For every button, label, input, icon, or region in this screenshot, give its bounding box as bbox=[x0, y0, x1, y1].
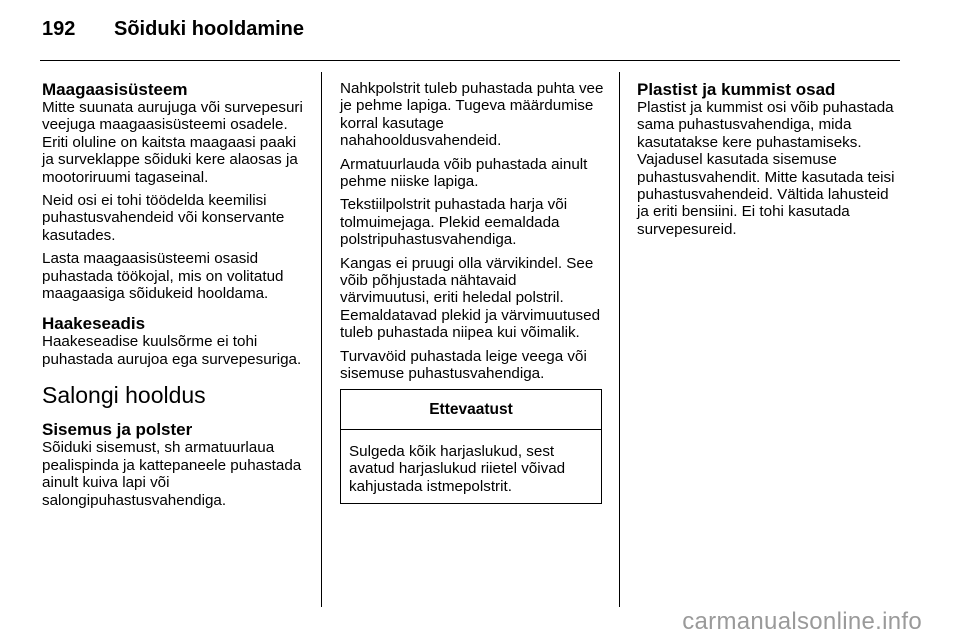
column-2 bbox=[340, 80, 604, 504]
paragraph: Armatuurlauda võib puhastada ainult pehme niiske lapiga. bbox=[340, 155, 588, 191]
paragraph: Turvavöid puhastada leige veega või sisemuse puhastusvahendiga. bbox=[340, 347, 587, 383]
paragraph: Tekstiilpolstrit puhastada harja või tolmuimejaga. Plekid eemaldada polstripuhastusvahendiga. bbox=[340, 196, 568, 249]
warning-box bbox=[340, 389, 602, 505]
column-divider bbox=[321, 72, 322, 607]
chapter-title: Salongi hooldus bbox=[42, 382, 206, 409]
column-1 bbox=[42, 80, 306, 515]
paragraph: Sõiduki sisemust, sh armatuurlaua pealispinda ja kattepaneele puhastada ainult kuiva lapi või salongipuhastusvahendiga. bbox=[42, 439, 302, 509]
paragraph: Lasta maagaasisüsteemi osasid puhastada töökojal, mis on volitatud maagaasiga sõidukeid hooldama. bbox=[42, 250, 284, 303]
paragraph: Haakeseadise kuulsõrme ei tohi puhastada aurujoa ega survepesuriga. bbox=[42, 333, 302, 368]
warning-text: Sulgeda kõik harjaslukud, sest avatud harjaslukud riietel võivad kahjustada istmepolstrit. bbox=[349, 442, 566, 495]
page-number: 192 bbox=[42, 18, 76, 40]
paragraph: Nahkpolstrit tuleb puhastada puhta vee je pehme lapiga. Tugeva määrdumise korral kasutage nahahooldusvahendeid. bbox=[340, 80, 604, 150]
paragraph: Plastist ja kummist osi võib puhastada sama puhastusvahendiga, mida kasutatakse kere puhastamiseks. Vajadusel kasutada sisemuse puhastusvahendit. Mitte kasutada teisi puhastusvahendeid. Vältida lahusteid ja eriti bensiini. Ei tohi kasutada survepesureid. bbox=[637, 99, 895, 238]
section-title: Haakeseadis bbox=[42, 314, 146, 334]
warning-title: Ettevaatust bbox=[341, 390, 601, 430]
header-rule bbox=[40, 60, 900, 61]
page-header bbox=[42, 18, 304, 41]
section-title: Maagaasisüsteem bbox=[42, 80, 188, 99]
page-title: Sõiduki hooldamine bbox=[114, 18, 305, 40]
section-title: Plastist ja kummist osad bbox=[637, 80, 836, 99]
column-3 bbox=[637, 80, 901, 244]
paragraph: Mitte suunata aurujuga või survepesuri veejuga maagaasisüsteemi osadele. Eriti oluline on kaitsta maagaasi paaki ja surveklappe sõiduki kere alaosas ja mootoriruumi tagaseinal. bbox=[42, 99, 303, 186]
paragraph: Kangas ei pruugi olla värvikindel. See võib põhjustada nähtavaid värvimuutusi, eriti heledal polstril. Eemaldatavad plekid ja värvimuutused tuleb puhastada niipea kui võimalik. bbox=[340, 254, 601, 342]
column-divider bbox=[619, 72, 620, 607]
watermark: carmanualsonline.info bbox=[682, 608, 922, 635]
paragraph: Neid osi ei tohi töödelda keemilisi puhastusvahendeid või konservante kasutades. bbox=[42, 192, 285, 244]
section-title: Sisemus ja polster bbox=[42, 420, 193, 440]
